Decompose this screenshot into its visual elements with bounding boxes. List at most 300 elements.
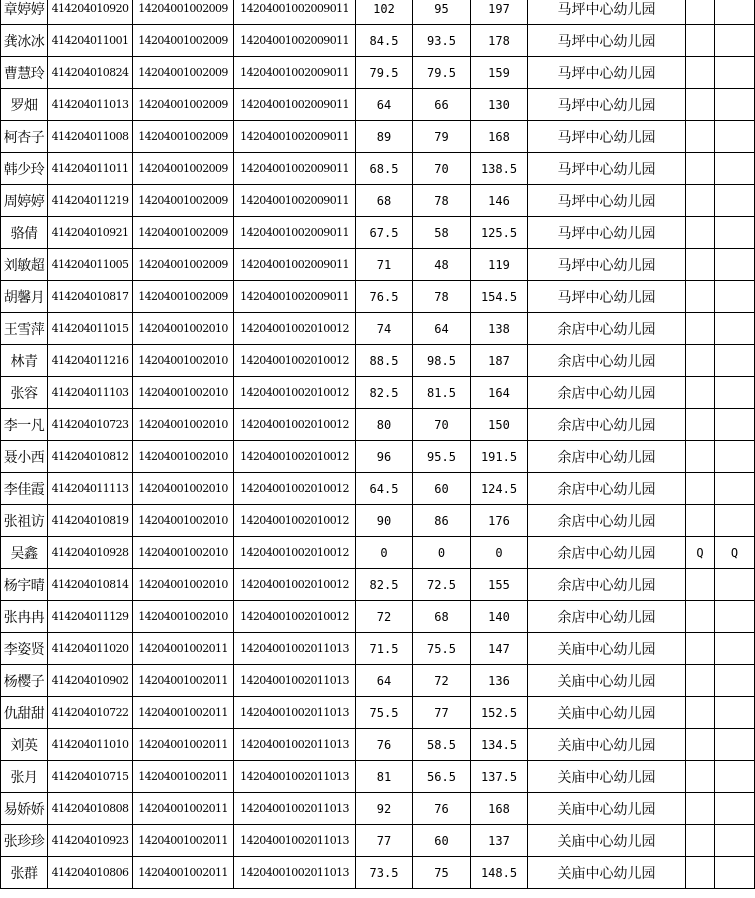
position-code: 14204001002009011 [234, 153, 356, 185]
score-2: 70 [413, 409, 471, 441]
total-score: 119 [471, 249, 528, 281]
total-score: 150 [471, 409, 528, 441]
school-name: 关庙中心幼儿园 [528, 665, 686, 697]
school-name: 马坪中心幼儿园 [528, 217, 686, 249]
score-2: 64 [413, 313, 471, 345]
score-2: 56.5 [413, 761, 471, 793]
flag-2 [715, 473, 755, 505]
exam-number: 414204011216 [48, 345, 133, 377]
total-score: 0 [471, 537, 528, 569]
total-score: 147 [471, 633, 528, 665]
total-score: 138 [471, 313, 528, 345]
total-score: 168 [471, 793, 528, 825]
exam-number: 414204010817 [48, 281, 133, 313]
position-code: 14204001002011013 [234, 729, 356, 761]
table-row [1, 121, 755, 153]
school-name: 关庙中心幼儿园 [528, 697, 686, 729]
unit-code: 14204001002011 [133, 697, 234, 729]
exam-number: 414204010715 [48, 761, 133, 793]
score-2: 0 [413, 537, 471, 569]
total-score: 148.5 [471, 857, 528, 889]
flag-1 [686, 857, 715, 889]
score-2: 75 [413, 857, 471, 889]
flag-1: Q [686, 537, 715, 569]
score-1: 92 [356, 793, 413, 825]
score-1: 77 [356, 825, 413, 857]
total-score: 137.5 [471, 761, 528, 793]
score-1: 72 [356, 601, 413, 633]
position-code: 14204001002010012 [234, 409, 356, 441]
flag-1 [686, 313, 715, 345]
school-name: 关庙中心幼儿园 [528, 761, 686, 793]
flag-1 [686, 217, 715, 249]
score-1: 80 [356, 409, 413, 441]
score-1: 64.5 [356, 473, 413, 505]
candidate-name: 王雪萍 [1, 313, 48, 345]
flag-2 [715, 121, 755, 153]
school-name: 余店中心幼儿园 [528, 537, 686, 569]
flag-1 [686, 697, 715, 729]
unit-code: 14204001002009 [133, 57, 234, 89]
flag-2 [715, 153, 755, 185]
table-row [1, 0, 755, 25]
total-score: 138.5 [471, 153, 528, 185]
position-code: 14204001002011013 [234, 665, 356, 697]
candidate-name: 张珍珍 [1, 825, 48, 857]
flag-1 [686, 441, 715, 473]
position-code: 14204001002009011 [234, 185, 356, 217]
position-code: 14204001002011013 [234, 825, 356, 857]
table-row [1, 441, 755, 473]
score-2: 78 [413, 281, 471, 313]
unit-code: 14204001002009 [133, 25, 234, 57]
flag-1 [686, 729, 715, 761]
flag-2 [715, 633, 755, 665]
score-2: 86 [413, 505, 471, 537]
unit-code: 14204001002009 [133, 153, 234, 185]
unit-code: 14204001002010 [133, 441, 234, 473]
table-row [1, 473, 755, 505]
score-1: 89 [356, 121, 413, 153]
table-row [1, 217, 755, 249]
flag-2 [715, 345, 755, 377]
score-2: 58 [413, 217, 471, 249]
total-score: 155 [471, 569, 528, 601]
school-name: 关庙中心幼儿园 [528, 825, 686, 857]
flag-2 [715, 505, 755, 537]
position-code: 14204001002010012 [234, 505, 356, 537]
flag-1 [686, 249, 715, 281]
school-name: 马坪中心幼儿园 [528, 249, 686, 281]
table-row [1, 665, 755, 697]
candidate-name: 杨樱子 [1, 665, 48, 697]
score-2: 93.5 [413, 25, 471, 57]
school-name: 余店中心幼儿园 [528, 409, 686, 441]
exam-number: 414204010812 [48, 441, 133, 473]
flag-1 [686, 665, 715, 697]
candidate-name: 章婷婷 [1, 0, 48, 25]
unit-code: 14204001002010 [133, 409, 234, 441]
flag-2 [715, 249, 755, 281]
exam-number: 414204011219 [48, 185, 133, 217]
flag-2 [715, 0, 755, 25]
exam-number: 414204010921 [48, 217, 133, 249]
flag-2 [715, 409, 755, 441]
flag-1 [686, 153, 715, 185]
table-row [1, 409, 755, 441]
exam-number: 414204011113 [48, 473, 133, 505]
position-code: 14204001002009011 [234, 121, 356, 153]
candidate-name: 周婷婷 [1, 185, 48, 217]
flag-2 [715, 569, 755, 601]
score-1: 88.5 [356, 345, 413, 377]
unit-code: 14204001002010 [133, 505, 234, 537]
school-name: 余店中心幼儿园 [528, 345, 686, 377]
total-score: 164 [471, 377, 528, 409]
school-name: 余店中心幼儿园 [528, 601, 686, 633]
position-code: 14204001002010012 [234, 313, 356, 345]
candidate-name: 张月 [1, 761, 48, 793]
score-1: 96 [356, 441, 413, 473]
school-name: 关庙中心幼儿园 [528, 793, 686, 825]
position-code: 14204001002009011 [234, 57, 356, 89]
position-code: 14204001002010012 [234, 537, 356, 569]
flag-2 [715, 761, 755, 793]
table-row [1, 729, 755, 761]
flag-1 [686, 793, 715, 825]
school-name: 马坪中心幼儿园 [528, 25, 686, 57]
total-score: 140 [471, 601, 528, 633]
position-code: 14204001002009011 [234, 25, 356, 57]
score-1: 74 [356, 313, 413, 345]
school-name: 关庙中心幼儿园 [528, 729, 686, 761]
exam-number: 414204011005 [48, 249, 133, 281]
flag-1 [686, 601, 715, 633]
score-2: 95 [413, 0, 471, 25]
flag-2 [715, 441, 755, 473]
school-name: 余店中心幼儿园 [528, 441, 686, 473]
total-score: 137 [471, 825, 528, 857]
candidate-name: 李一凡 [1, 409, 48, 441]
unit-code: 14204001002010 [133, 601, 234, 633]
school-name: 马坪中心幼儿园 [528, 185, 686, 217]
flag-1 [686, 25, 715, 57]
table-row [1, 825, 755, 857]
exam-number: 414204010814 [48, 569, 133, 601]
total-score: 178 [471, 25, 528, 57]
unit-code: 14204001002011 [133, 857, 234, 889]
candidate-name: 龚冰冰 [1, 25, 48, 57]
candidate-name: 胡馨月 [1, 281, 48, 313]
score-2: 72 [413, 665, 471, 697]
score-2: 60 [413, 473, 471, 505]
total-score: 159 [471, 57, 528, 89]
unit-code: 14204001002009 [133, 89, 234, 121]
school-name: 关庙中心幼儿园 [528, 633, 686, 665]
school-name: 马坪中心幼儿园 [528, 281, 686, 313]
unit-code: 14204001002009 [133, 281, 234, 313]
score-2: 75.5 [413, 633, 471, 665]
school-name: 关庙中心幼儿园 [528, 857, 686, 889]
total-score: 130 [471, 89, 528, 121]
unit-code: 14204001002010 [133, 569, 234, 601]
candidate-name: 杨宇晴 [1, 569, 48, 601]
unit-code: 14204001002010 [133, 473, 234, 505]
exam-number: 414204011010 [48, 729, 133, 761]
score-1: 82.5 [356, 569, 413, 601]
table-row [1, 25, 755, 57]
exam-number: 414204011013 [48, 89, 133, 121]
score-1: 0 [356, 537, 413, 569]
table-row [1, 537, 755, 569]
score-2: 68 [413, 601, 471, 633]
candidate-name: 张祖访 [1, 505, 48, 537]
score-2: 81.5 [413, 377, 471, 409]
unit-code: 14204001002011 [133, 729, 234, 761]
school-name: 余店中心幼儿园 [528, 505, 686, 537]
school-name: 余店中心幼儿园 [528, 377, 686, 409]
exam-number: 414204011129 [48, 601, 133, 633]
exam-number: 414204010920 [48, 0, 133, 25]
table-row [1, 377, 755, 409]
unit-code: 14204001002009 [133, 121, 234, 153]
exam-number: 414204010722 [48, 697, 133, 729]
position-code: 14204001002011013 [234, 857, 356, 889]
exam-number: 414204010824 [48, 57, 133, 89]
flag-1 [686, 761, 715, 793]
flag-1 [686, 377, 715, 409]
candidate-name: 张冉冉 [1, 601, 48, 633]
candidate-name: 罗畑 [1, 89, 48, 121]
school-name: 马坪中心幼儿园 [528, 57, 686, 89]
total-score: 168 [471, 121, 528, 153]
score-1: 81 [356, 761, 413, 793]
flag-2 [715, 89, 755, 121]
table-row [1, 569, 755, 601]
school-name: 余店中心幼儿园 [528, 473, 686, 505]
exam-number: 414204011015 [48, 313, 133, 345]
table-row [1, 633, 755, 665]
score-1: 84.5 [356, 25, 413, 57]
candidate-name: 易娇娇 [1, 793, 48, 825]
score-1: 64 [356, 89, 413, 121]
candidate-name: 刘敏超 [1, 249, 48, 281]
table-row [1, 153, 755, 185]
exam-number: 414204011103 [48, 377, 133, 409]
unit-code: 14204001002009 [133, 249, 234, 281]
score-2: 66 [413, 89, 471, 121]
table-row [1, 313, 755, 345]
unit-code: 14204001002010 [133, 377, 234, 409]
position-code: 14204001002010012 [234, 345, 356, 377]
unit-code: 14204001002009 [133, 217, 234, 249]
position-code: 14204001002011013 [234, 633, 356, 665]
unit-code: 14204001002011 [133, 793, 234, 825]
exam-number: 414204010928 [48, 537, 133, 569]
exam-number: 414204010902 [48, 665, 133, 697]
flag-2 [715, 217, 755, 249]
position-code: 14204001002009011 [234, 89, 356, 121]
exam-number: 414204010923 [48, 825, 133, 857]
flag-1 [686, 185, 715, 217]
flag-2 [715, 57, 755, 89]
unit-code: 14204001002010 [133, 313, 234, 345]
flag-1 [686, 345, 715, 377]
unit-code: 14204001002011 [133, 633, 234, 665]
flag-2 [715, 281, 755, 313]
school-name: 余店中心幼儿园 [528, 313, 686, 345]
flag-1 [686, 473, 715, 505]
flag-2 [715, 825, 755, 857]
total-score: 152.5 [471, 697, 528, 729]
score-1: 73.5 [356, 857, 413, 889]
score-1: 71.5 [356, 633, 413, 665]
flag-1 [686, 505, 715, 537]
position-code: 14204001002009011 [234, 217, 356, 249]
candidate-name: 仇甜甜 [1, 697, 48, 729]
score-1: 79.5 [356, 57, 413, 89]
candidate-name: 柯杏子 [1, 121, 48, 153]
position-code: 14204001002010012 [234, 569, 356, 601]
score-2: 95.5 [413, 441, 471, 473]
flag-1 [686, 633, 715, 665]
flag-2 [715, 729, 755, 761]
table-row [1, 185, 755, 217]
score-1: 68 [356, 185, 413, 217]
position-code: 14204001002010012 [234, 441, 356, 473]
unit-code: 14204001002011 [133, 761, 234, 793]
unit-code: 14204001002010 [133, 345, 234, 377]
score-2: 78 [413, 185, 471, 217]
score-2: 48 [413, 249, 471, 281]
score-2: 72.5 [413, 569, 471, 601]
candidate-name: 李佳霞 [1, 473, 48, 505]
score-1: 82.5 [356, 377, 413, 409]
position-code: 14204001002011013 [234, 761, 356, 793]
table-row [1, 505, 755, 537]
school-name: 马坪中心幼儿园 [528, 89, 686, 121]
position-code: 14204001002010012 [234, 377, 356, 409]
position-code: 14204001002009011 [234, 249, 356, 281]
school-name: 马坪中心幼儿园 [528, 121, 686, 153]
flag-2 [715, 665, 755, 697]
table-row [1, 697, 755, 729]
total-score: 134.5 [471, 729, 528, 761]
candidate-name: 李姿贤 [1, 633, 48, 665]
candidate-name: 韩少玲 [1, 153, 48, 185]
exam-number: 414204011008 [48, 121, 133, 153]
candidate-name: 骆倩 [1, 217, 48, 249]
position-code: 14204001002009011 [234, 281, 356, 313]
position-code: 14204001002009011 [234, 0, 356, 25]
flag-2 [715, 697, 755, 729]
table-row [1, 761, 755, 793]
score-1: 90 [356, 505, 413, 537]
total-score: 136 [471, 665, 528, 697]
table-row [1, 857, 755, 889]
candidate-name: 聂小西 [1, 441, 48, 473]
score-1: 71 [356, 249, 413, 281]
score-1: 68.5 [356, 153, 413, 185]
unit-code: 14204001002011 [133, 665, 234, 697]
position-code: 14204001002010012 [234, 473, 356, 505]
score-2: 60 [413, 825, 471, 857]
score-1: 67.5 [356, 217, 413, 249]
score-2: 70 [413, 153, 471, 185]
exam-number: 414204010808 [48, 793, 133, 825]
candidate-name: 吴鑫 [1, 537, 48, 569]
exam-number: 414204010723 [48, 409, 133, 441]
unit-code: 14204001002009 [133, 185, 234, 217]
table-row [1, 281, 755, 313]
total-score: 146 [471, 185, 528, 217]
flag-2 [715, 313, 755, 345]
exam-number: 414204011001 [48, 25, 133, 57]
unit-code: 14204001002011 [133, 825, 234, 857]
flag-2 [715, 857, 755, 889]
flag-2 [715, 25, 755, 57]
flag-1 [686, 409, 715, 441]
table-row [1, 57, 755, 89]
candidate-name: 刘英 [1, 729, 48, 761]
position-code: 14204001002011013 [234, 793, 356, 825]
score-1: 76 [356, 729, 413, 761]
score-2: 77 [413, 697, 471, 729]
exam-number: 414204011011 [48, 153, 133, 185]
total-score: 197 [471, 0, 528, 25]
flag-1 [686, 57, 715, 89]
flag-1 [686, 569, 715, 601]
total-score: 154.5 [471, 281, 528, 313]
candidate-name: 曹慧玲 [1, 57, 48, 89]
table-row [1, 89, 755, 121]
total-score: 191.5 [471, 441, 528, 473]
table-body [1, 0, 755, 889]
score-1: 75.5 [356, 697, 413, 729]
position-code: 14204001002010012 [234, 601, 356, 633]
score-1: 102 [356, 0, 413, 25]
table-row [1, 601, 755, 633]
score-1: 76.5 [356, 281, 413, 313]
exam-number: 414204011020 [48, 633, 133, 665]
position-code: 14204001002011013 [234, 697, 356, 729]
table-row [1, 249, 755, 281]
score-2: 79.5 [413, 57, 471, 89]
score-1: 64 [356, 665, 413, 697]
candidate-name: 林青 [1, 345, 48, 377]
total-score: 187 [471, 345, 528, 377]
exam-number: 414204010819 [48, 505, 133, 537]
flag-2 [715, 793, 755, 825]
total-score: 125.5 [471, 217, 528, 249]
flag-2 [715, 185, 755, 217]
candidate-name: 张群 [1, 857, 48, 889]
table-row [1, 345, 755, 377]
score-2: 58.5 [413, 729, 471, 761]
table-row [1, 793, 755, 825]
total-score: 124.5 [471, 473, 528, 505]
flag-1 [686, 0, 715, 25]
score-2: 79 [413, 121, 471, 153]
flag-2: Q [715, 537, 755, 569]
total-score: 176 [471, 505, 528, 537]
flag-1 [686, 121, 715, 153]
exam-number: 414204010806 [48, 857, 133, 889]
flag-1 [686, 89, 715, 121]
unit-code: 14204001002010 [133, 537, 234, 569]
flag-2 [715, 377, 755, 409]
flag-1 [686, 281, 715, 313]
